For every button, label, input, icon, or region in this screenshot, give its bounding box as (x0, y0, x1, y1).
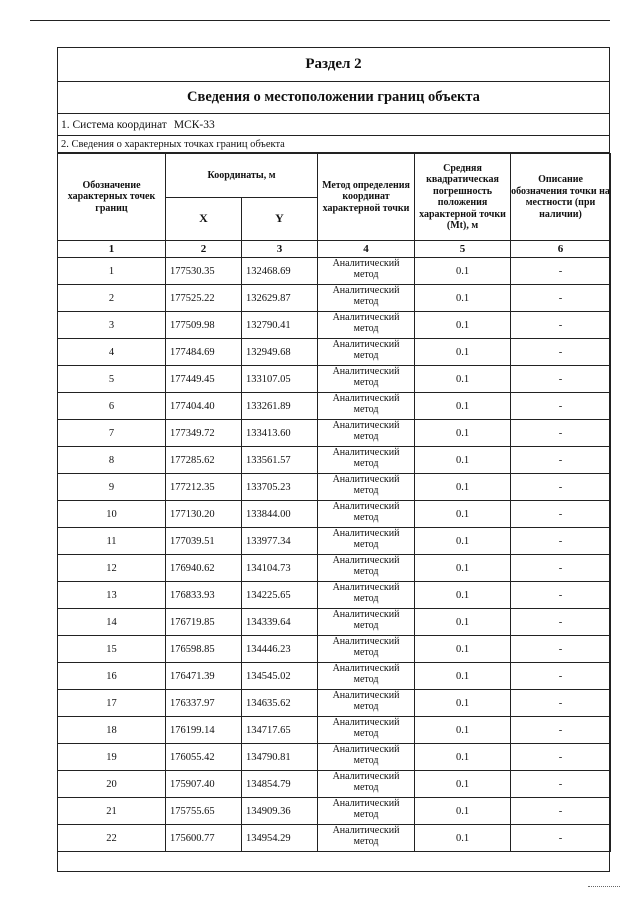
description-cell: - (511, 663, 611, 690)
header-error: Средняя квадратическая погрешность положения характерной точки (Mt), м (415, 154, 511, 241)
method-cell (318, 339, 415, 366)
table-row (58, 447, 611, 474)
table-row (58, 312, 611, 339)
method-line: Аналитический (332, 528, 400, 539)
method-line: метод (353, 349, 379, 361)
x-cell: 175907.40 (166, 771, 242, 798)
method-cell (318, 312, 415, 339)
method-line: метод (353, 268, 379, 280)
method-line: Аналитический (332, 663, 400, 674)
error-cell: 0.1 (415, 771, 511, 798)
description-cell: - (511, 393, 611, 420)
method-cell (318, 690, 415, 717)
method-cell (318, 393, 415, 420)
method-line: метод (353, 322, 379, 334)
method-line: Аналитический (332, 258, 400, 269)
description-cell: - (511, 312, 611, 339)
column-number-3: 3 (242, 241, 318, 258)
method-line: Аналитический (332, 636, 400, 647)
x-cell: 176471.39 (166, 663, 242, 690)
point-cell: 21 (58, 798, 166, 825)
point-cell: 2 (58, 285, 166, 312)
method-line: метод (353, 484, 379, 496)
method-cell (318, 798, 415, 825)
trailing-cell (58, 852, 611, 866)
y-cell: 132468.69 (242, 258, 318, 285)
point-cell: 13 (58, 582, 166, 609)
method-line: метод (353, 403, 379, 415)
table-row (58, 717, 611, 744)
description-cell: - (511, 582, 611, 609)
error-cell: 0.1 (415, 312, 511, 339)
point-cell: 6 (58, 393, 166, 420)
point-cell: 10 (58, 501, 166, 528)
y-cell: 134104.73 (242, 555, 318, 582)
method-line: Аналитический (332, 447, 400, 458)
description-cell: - (511, 501, 611, 528)
x-cell: 176199.14 (166, 717, 242, 744)
x-cell: 177285.62 (166, 447, 242, 474)
description-cell: - (511, 420, 611, 447)
method-line: Аналитический (332, 501, 400, 512)
error-cell: 0.1 (415, 636, 511, 663)
y-cell: 133977.34 (242, 528, 318, 555)
method-line: Аналитический (332, 366, 400, 377)
x-cell: 177039.51 (166, 528, 242, 555)
method-cell (318, 285, 415, 312)
method-line: метод (353, 457, 379, 469)
table-row (58, 258, 611, 285)
method-cell (318, 474, 415, 501)
method-line: метод (353, 565, 379, 577)
x-cell: 176719.85 (166, 609, 242, 636)
method-line: метод (353, 781, 379, 793)
table-row (58, 474, 611, 501)
x-cell: 177130.20 (166, 501, 242, 528)
column-number-1: 1 (58, 241, 166, 258)
y-cell: 134545.02 (242, 663, 318, 690)
section-sheet (57, 47, 610, 872)
table-row (58, 420, 611, 447)
header-coordinates: Координаты, м (166, 154, 318, 198)
point-cell: 12 (58, 555, 166, 582)
table-row (58, 744, 611, 771)
x-cell: 177449.45 (166, 366, 242, 393)
method-line: Аналитический (332, 474, 400, 485)
description-cell: - (511, 825, 611, 852)
table-row (58, 366, 611, 393)
y-cell: 134909.36 (242, 798, 318, 825)
y-cell: 133107.05 (242, 366, 318, 393)
method-cell (318, 609, 415, 636)
section-title: Раздел 2 (58, 48, 609, 82)
boundary-points-table (57, 153, 611, 866)
description-cell: - (511, 258, 611, 285)
y-cell: 134717.65 (242, 717, 318, 744)
y-cell: 134339.64 (242, 609, 318, 636)
method-line: метод (353, 538, 379, 550)
method-line: метод (353, 808, 379, 820)
y-cell: 134790.81 (242, 744, 318, 771)
x-cell: 177349.72 (166, 420, 242, 447)
point-cell: 11 (58, 528, 166, 555)
x-cell: 175755.65 (166, 798, 242, 825)
method-cell (318, 582, 415, 609)
column-number-5: 5 (415, 241, 511, 258)
description-cell: - (511, 771, 611, 798)
point-cell: 20 (58, 771, 166, 798)
method-cell (318, 555, 415, 582)
top-rule (30, 20, 610, 21)
description-cell: - (511, 474, 611, 501)
x-cell: 177525.22 (166, 285, 242, 312)
method-line: метод (353, 646, 379, 658)
error-cell: 0.1 (415, 474, 511, 501)
header-method: Метод определения координат характерной точки (318, 154, 415, 241)
error-cell: 0.1 (415, 339, 511, 366)
description-cell: - (511, 528, 611, 555)
table-row (58, 555, 611, 582)
y-cell: 133705.23 (242, 474, 318, 501)
x-cell: 177212.35 (166, 474, 242, 501)
table-row (58, 690, 611, 717)
table-row (58, 663, 611, 690)
method-line: метод (353, 835, 379, 847)
method-line: Аналитический (332, 285, 400, 296)
description-cell: - (511, 447, 611, 474)
method-cell (318, 366, 415, 393)
method-cell (318, 528, 415, 555)
point-cell: 5 (58, 366, 166, 393)
point-cell: 18 (58, 717, 166, 744)
point-cell: 14 (58, 609, 166, 636)
method-cell (318, 636, 415, 663)
section-subtitle: Сведения о местоположении границ объекта (58, 82, 609, 114)
header-x: X (166, 198, 242, 241)
method-line: метод (353, 673, 379, 685)
x-cell: 176055.42 (166, 744, 242, 771)
method-line: метод (353, 511, 379, 523)
method-line: метод (353, 430, 379, 442)
y-cell: 134954.29 (242, 825, 318, 852)
description-cell: - (511, 285, 611, 312)
method-line: Аналитический (332, 582, 400, 593)
method-cell (318, 771, 415, 798)
footer-mark (588, 886, 620, 887)
error-cell: 0.1 (415, 285, 511, 312)
point-cell: 16 (58, 663, 166, 690)
table-row (58, 798, 611, 825)
method-cell (318, 447, 415, 474)
method-cell (318, 744, 415, 771)
x-cell: 176940.62 (166, 555, 242, 582)
x-cell: 176833.93 (166, 582, 242, 609)
method-line: Аналитический (332, 771, 400, 782)
table-row (58, 771, 611, 798)
y-cell: 134635.62 (242, 690, 318, 717)
description-cell: - (511, 366, 611, 393)
y-cell: 132629.87 (242, 285, 318, 312)
method-cell (318, 501, 415, 528)
y-cell: 133261.89 (242, 393, 318, 420)
y-cell: 134854.79 (242, 771, 318, 798)
method-line: метод (353, 592, 379, 604)
column-number-6: 6 (511, 241, 611, 258)
description-cell: - (511, 609, 611, 636)
description-cell: - (511, 744, 611, 771)
table-row (58, 285, 611, 312)
table-row (58, 609, 611, 636)
error-cell: 0.1 (415, 258, 511, 285)
method-line: Аналитический (332, 393, 400, 404)
point-cell: 1 (58, 258, 166, 285)
table-row (58, 825, 611, 852)
point-cell: 7 (58, 420, 166, 447)
method-line: метод (353, 754, 379, 766)
x-cell: 176337.97 (166, 690, 242, 717)
point-cell: 22 (58, 825, 166, 852)
description-cell: - (511, 690, 611, 717)
coord-system-label: 1. Система координат (61, 118, 167, 131)
method-line: Аналитический (332, 717, 400, 728)
error-cell: 0.1 (415, 744, 511, 771)
error-cell: 0.1 (415, 501, 511, 528)
x-cell: 177484.69 (166, 339, 242, 366)
description-cell: - (511, 717, 611, 744)
y-cell: 133561.57 (242, 447, 318, 474)
x-cell: 176598.85 (166, 636, 242, 663)
table-row (58, 636, 611, 663)
header-point: Обозначение характерных точек границ (58, 154, 166, 241)
error-cell: 0.1 (415, 717, 511, 744)
table-row (58, 393, 611, 420)
error-cell: 0.1 (415, 555, 511, 582)
point-cell: 4 (58, 339, 166, 366)
coord-system-value: МСК-33 (173, 118, 215, 131)
error-cell: 0.1 (415, 528, 511, 555)
method-cell (318, 717, 415, 744)
method-line: Аналитический (332, 690, 400, 701)
method-line: Аналитический (332, 609, 400, 620)
table-trailing-space (58, 852, 611, 866)
point-cell: 8 (58, 447, 166, 474)
error-cell: 0.1 (415, 366, 511, 393)
method-line: Аналитический (332, 339, 400, 350)
description-cell: - (511, 555, 611, 582)
method-cell (318, 825, 415, 852)
description-cell: - (511, 798, 611, 825)
y-cell: 133844.00 (242, 501, 318, 528)
column-number-4: 4 (318, 241, 415, 258)
y-cell: 133413.60 (242, 420, 318, 447)
point-cell: 3 (58, 312, 166, 339)
point-cell: 9 (58, 474, 166, 501)
method-line: Аналитический (332, 555, 400, 566)
header-y: Y (242, 198, 318, 241)
x-cell: 177530.35 (166, 258, 242, 285)
method-line: метод (353, 619, 379, 631)
error-cell: 0.1 (415, 690, 511, 717)
error-cell: 0.1 (415, 447, 511, 474)
method-line: метод (353, 295, 379, 307)
error-cell: 0.1 (415, 798, 511, 825)
error-cell: 0.1 (415, 393, 511, 420)
method-line: Аналитический (332, 312, 400, 323)
method-line: Аналитический (332, 420, 400, 431)
method-line: метод (353, 376, 379, 388)
x-cell: 177404.40 (166, 393, 242, 420)
method-cell (318, 420, 415, 447)
error-cell: 0.1 (415, 420, 511, 447)
x-cell: 175600.77 (166, 825, 242, 852)
method-cell (318, 258, 415, 285)
column-number-2: 2 (166, 241, 242, 258)
header-description: Описание обозначения точки на местности (при наличии) (511, 154, 611, 241)
error-cell: 0.1 (415, 825, 511, 852)
table-row (58, 528, 611, 555)
y-cell: 134225.65 (242, 582, 318, 609)
error-cell: 0.1 (415, 582, 511, 609)
method-line: метод (353, 700, 379, 712)
method-line: Аналитический (332, 825, 400, 836)
table-row (58, 339, 611, 366)
error-cell: 0.1 (415, 609, 511, 636)
y-cell: 132949.68 (242, 339, 318, 366)
method-line: метод (353, 727, 379, 739)
x-cell: 177509.98 (166, 312, 242, 339)
point-cell: 15 (58, 636, 166, 663)
points-heading: 2. Сведения о характерных точках границ объекта (58, 136, 609, 153)
point-cell: 19 (58, 744, 166, 771)
y-cell: 132790.41 (242, 312, 318, 339)
method-line: Аналитический (332, 798, 400, 809)
table-body (58, 258, 611, 866)
point-cell: 17 (58, 690, 166, 717)
method-line: Аналитический (332, 744, 400, 755)
error-cell: 0.1 (415, 663, 511, 690)
description-cell: - (511, 636, 611, 663)
method-cell (318, 663, 415, 690)
coord-system-row (58, 114, 609, 136)
description-cell: - (511, 339, 611, 366)
table-row (58, 501, 611, 528)
y-cell: 134446.23 (242, 636, 318, 663)
table-row (58, 582, 611, 609)
